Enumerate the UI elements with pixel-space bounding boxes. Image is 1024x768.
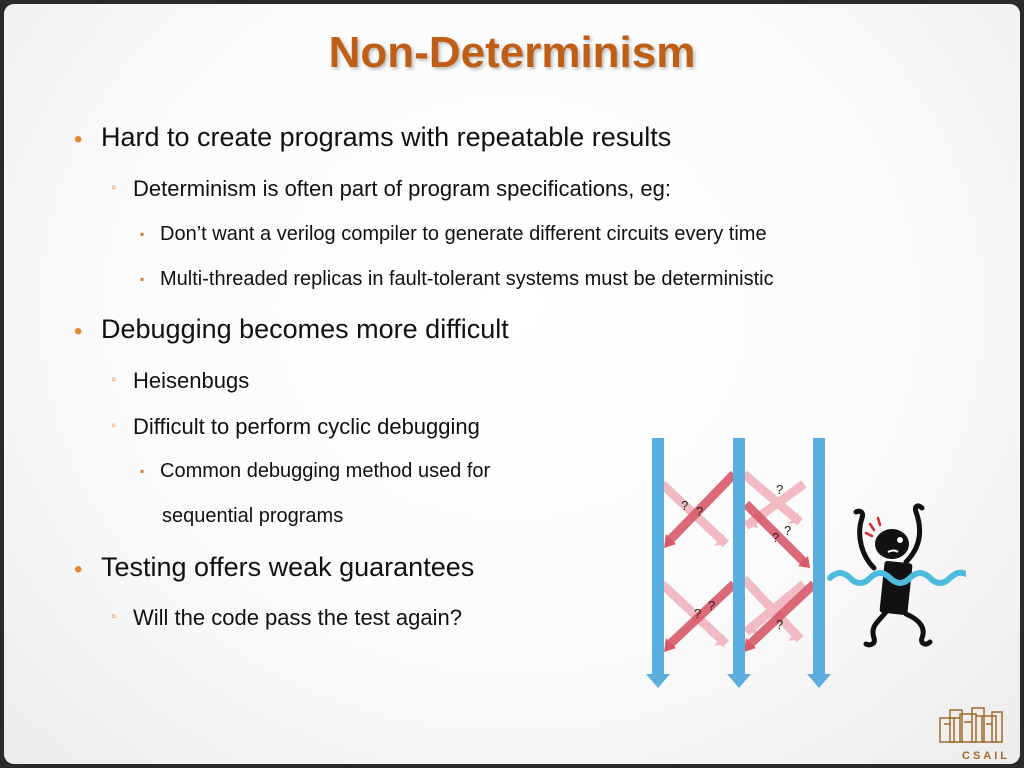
- bullet-level1: Debugging becomes more difficult: [101, 314, 509, 344]
- bullet-level3-continuation: sequential programs: [162, 505, 344, 527]
- bullet-level3: Multi-threaded replicas in fault-tolerant systems must be deterministic: [160, 268, 774, 290]
- slide-title: Non-Determinism: [328, 28, 696, 77]
- csail-logo-icon: [934, 704, 1014, 750]
- slide: [4, 4, 1020, 764]
- bullet-icon: •: [74, 318, 83, 345]
- sub-bullet-icon: ◦: [111, 179, 117, 196]
- sub-bullet-icon: ◦: [111, 371, 117, 388]
- sub-sub-bullet-icon: ▪: [140, 272, 145, 286]
- svg-text:?: ?: [776, 617, 784, 632]
- drowning-person-clipart: [826, 496, 966, 656]
- svg-text:?: ?: [681, 498, 689, 513]
- bullet-level2: Heisenbugs: [133, 368, 250, 393]
- sub-bullet-icon: ◦: [111, 608, 117, 625]
- svg-text:?: ?: [708, 598, 716, 613]
- sub-bullet-icon: ◦: [111, 417, 117, 434]
- bullet-icon: •: [74, 556, 83, 583]
- bullet-icon: •: [74, 126, 83, 153]
- thread-interleaving-diagram: [634, 434, 834, 694]
- svg-text:?: ?: [696, 504, 704, 519]
- bullet-level1: Testing offers weak guarantees: [101, 552, 475, 582]
- bullet-level2: Difficult to perform cyclic debugging: [133, 414, 480, 439]
- bullet-level3: Common debugging method used for: [160, 460, 491, 482]
- svg-text:?: ?: [772, 530, 780, 545]
- svg-text:?: ?: [776, 482, 784, 497]
- bullet-level1: Hard to create programs with repeatable results: [101, 122, 672, 152]
- sub-sub-bullet-icon: ▪: [140, 227, 145, 241]
- bullet-level3: Don’t want a verilog compiler to generate different circuits every time: [160, 223, 767, 245]
- csail-logo-text: CSAIL: [962, 750, 1010, 762]
- bullet-level2: Will the code pass the test again?: [133, 605, 462, 630]
- bullet-level2: Determinism is often part of program specifications, eg:: [133, 176, 672, 201]
- svg-text:?: ?: [694, 606, 702, 621]
- sub-sub-bullet-icon: ▪: [140, 464, 145, 478]
- svg-text:?: ?: [784, 523, 792, 538]
